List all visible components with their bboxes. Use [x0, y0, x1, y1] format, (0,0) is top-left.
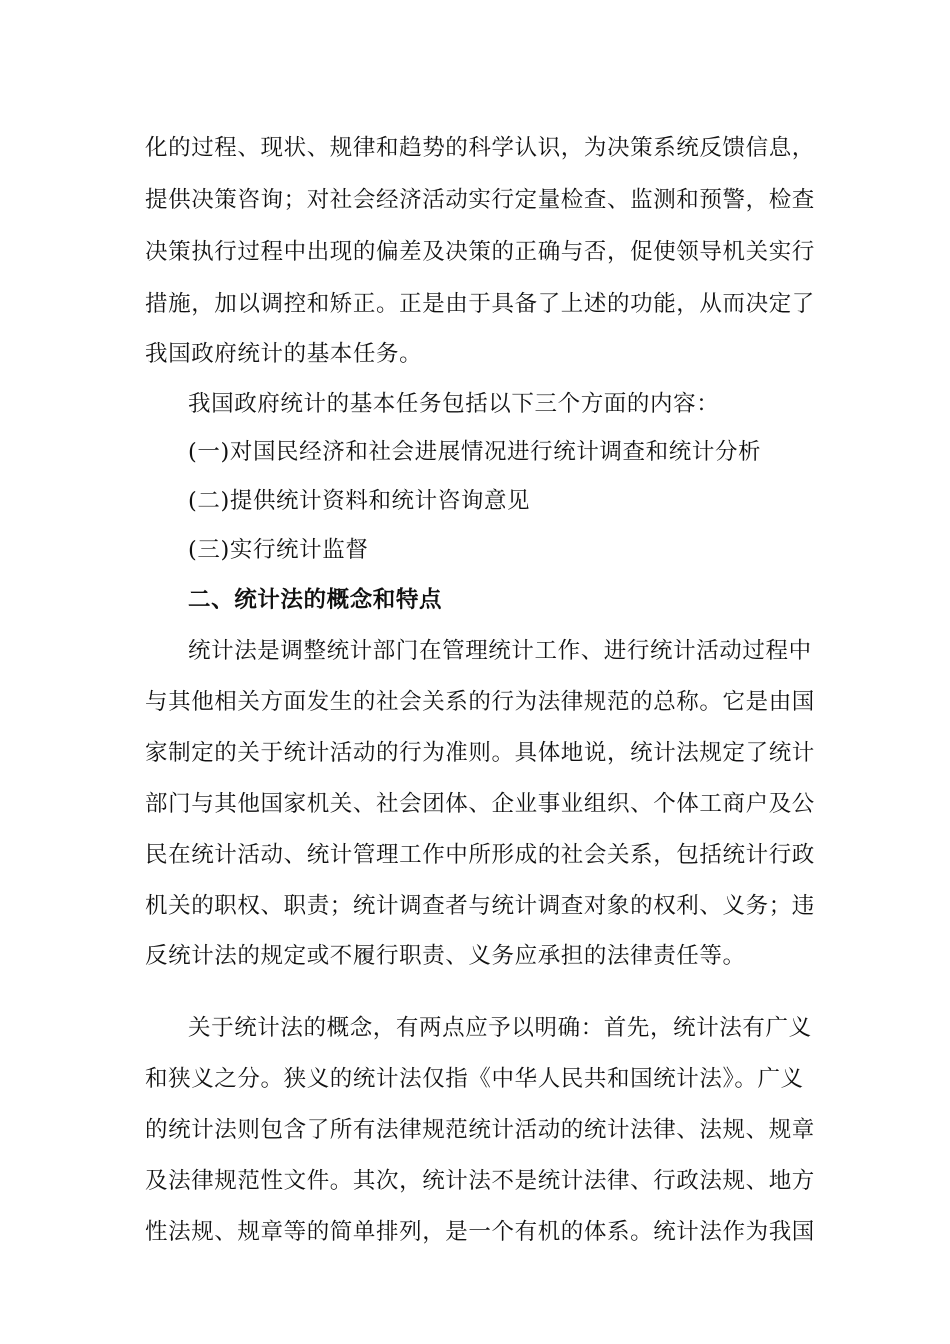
text-line: 措施，加以调控和矫正。正是由于具备了上述的功能，从而决定了: [145, 291, 815, 317]
text-line: 家制定的关于统计活动的行为准则。具体地说，统计法规定了统计: [145, 740, 815, 766]
text-line: 决策执行过程中出现的偏差及决策的正确与否，促使领导机关实行: [145, 239, 815, 265]
list-item: (二)提供统计资料和统计咨询意见: [188, 488, 531, 514]
text-line: 化的过程、现状、规律和趋势的科学认识，为决策系统反馈信息，: [145, 135, 815, 161]
text-line: 及法律规范性文件。其次，统计法不是统计法律、行政法规、地方: [145, 1168, 815, 1194]
text-line: 与其他相关方面发生的社会关系的行为法律规范的总称。它是由国: [145, 689, 815, 715]
text-line: 和狭义之分。狭义的统计法仅指《中华人民共和国统计法》。广义: [145, 1066, 804, 1092]
text-line: 机关的职权、职责；统计调查者与统计调查对象的权利、义务；违: [145, 893, 815, 919]
list-item: (三)实行统计监督: [188, 537, 369, 563]
list-item: (一)对国民经济和社会进展情况进行统计调查和统计分析: [188, 439, 762, 465]
text-line: 我国政府统计的基本任务。: [145, 341, 423, 367]
section-heading: 二、统计法的概念和特点: [188, 587, 443, 613]
text-line: 部门与其他国家机关、社会团体、企业事业组织、个体工商户及公: [145, 791, 815, 817]
text-line: 反统计法的规定或不履行职责、义务应承担的法律责任等。: [145, 943, 746, 969]
paragraph-intro: 我国政府统计的基本任务包括以下三个方面的内容：: [188, 391, 720, 417]
text-line: 统计法是调整统计部门在管理统计工作、进行统计活动过程中: [188, 638, 812, 664]
text-line: 的统计法则包含了所有法律规范统计活动的统计法律、法规、规章: [145, 1117, 815, 1143]
text-line: 民在统计活动、统计管理工作中所形成的社会关系，包括统计行政: [145, 842, 815, 868]
text-line: 性法规、规章等的简单排列，是一个有机的体系。统计法作为我国: [145, 1219, 815, 1245]
text-line: 提供决策咨询；对社会经济活动实行定量检查、监测和预警，检查: [145, 187, 815, 213]
text-line: 关于统计法的概念，有两点应予以明确：首先，统计法有广义: [188, 1015, 812, 1041]
